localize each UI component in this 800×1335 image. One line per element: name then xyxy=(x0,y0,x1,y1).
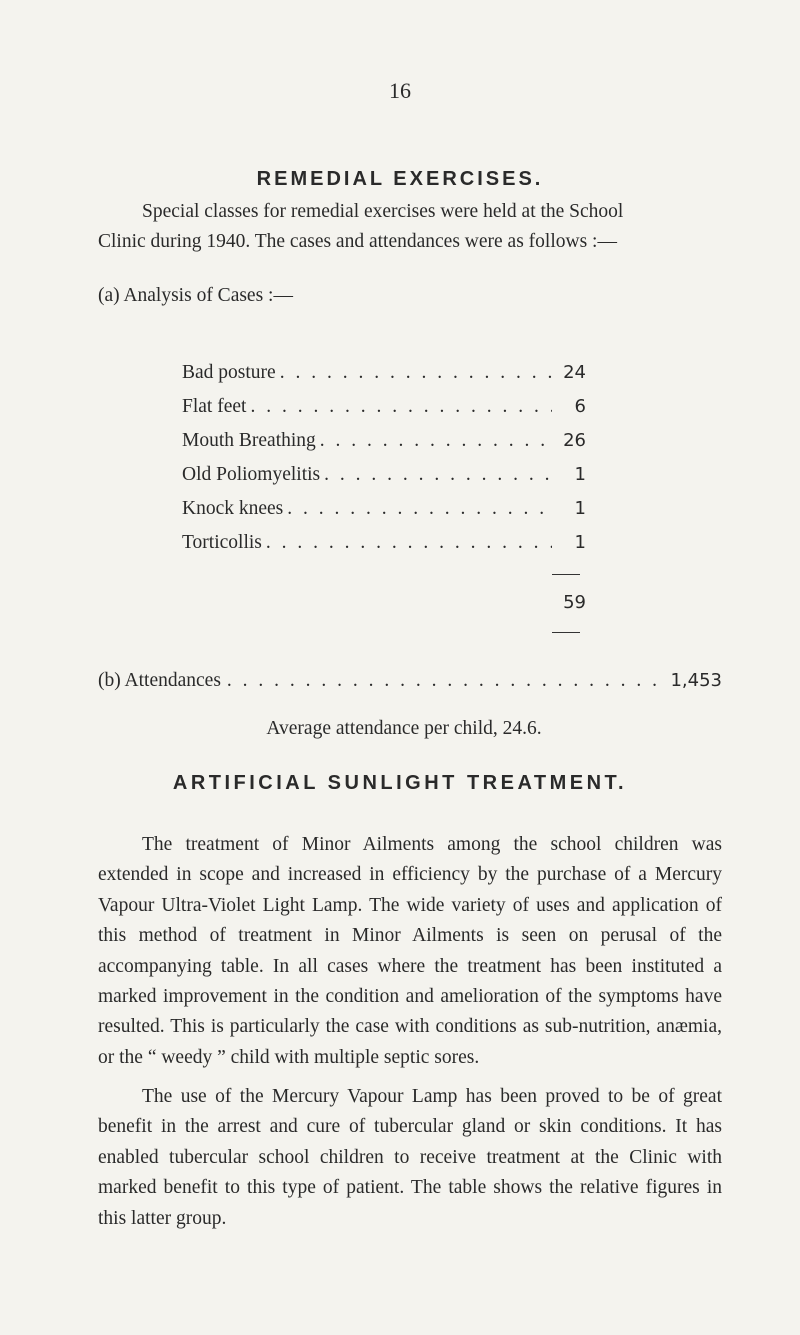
intro-line-2: Clinic during 1940. The cases and attendances were as follows :— xyxy=(98,231,617,252)
section-heading-artificial-sunlight: ARTIFICIAL SUNLIGHT TREATMENT. xyxy=(172,772,628,794)
analysis-label: (a) Analysis of Cases :— xyxy=(98,285,293,306)
case-row xyxy=(182,498,586,520)
leader-dots xyxy=(287,498,552,520)
case-row xyxy=(182,464,586,486)
case-row xyxy=(182,396,586,418)
case-row xyxy=(182,430,586,452)
leader-dots xyxy=(280,362,552,384)
attendances-value: 1,453 xyxy=(670,670,722,691)
case-name: Mouth Breathing xyxy=(182,430,316,451)
leader-dots xyxy=(266,532,552,554)
case-name: Torticollis xyxy=(182,532,262,553)
case-count: 26 xyxy=(563,430,586,451)
intro-line-1: Special classes for remedial exercises were held at the School xyxy=(142,201,624,222)
total-rule-top xyxy=(552,574,580,575)
attendances-label: (b) Attendances xyxy=(98,670,221,691)
sunlight-paragraph-1: The treatment of Minor Ailments among the school children was extended in scope and increased in efficiency by the purchase of a Mercury Vapour Ultra-Violet Light Lamp. The wide variety of uses and application of this method of treatment in Minor Ailments is seen on perusal of the accompanying table. In all cases where the treatment has been instituted a marked improvement in the condition and amelioration of the symptoms have resulted. This is particularly the case with conditions as sub-nutrition, anæmia, or the “ weedy ” child with multiple septic sores. xyxy=(98,834,722,1068)
cases-total: 59 xyxy=(563,592,586,613)
case-count: 6 xyxy=(574,396,586,417)
total-rule-bottom xyxy=(552,632,580,633)
case-count: 1 xyxy=(574,498,586,519)
section-heading-remedial-exercises: REMEDIAL EXERCISES. xyxy=(256,168,544,190)
leader-dots xyxy=(250,396,552,418)
case-name: Old Poliomyelitis xyxy=(182,464,321,485)
attendances-row xyxy=(98,670,722,692)
sunlight-paragraph-2: The use of the Mercury Vapour Lamp has been proved to be of great benefit in the arrest and cure of tubercular gland or skin conditions. It has enabled tubercular school children to receive treatment at the Clinic with marked benefit to this type of patient. The table shows the relative figures in this latter group. xyxy=(98,1086,722,1229)
case-name: Knock knees xyxy=(182,498,284,519)
leader-dots xyxy=(324,464,552,486)
page-number: 16 xyxy=(389,78,411,103)
case-count: 1 xyxy=(574,532,586,553)
leader-dots xyxy=(227,670,665,692)
case-name: Flat feet xyxy=(182,396,247,417)
case-count: 1 xyxy=(574,464,586,485)
leader-dots xyxy=(320,430,552,452)
case-count: 24 xyxy=(563,362,586,383)
case-row xyxy=(182,532,586,554)
average-attendance: Average attendance per child, 24.6. xyxy=(266,718,542,739)
case-name: Bad posture xyxy=(182,362,276,383)
case-row xyxy=(182,362,586,384)
